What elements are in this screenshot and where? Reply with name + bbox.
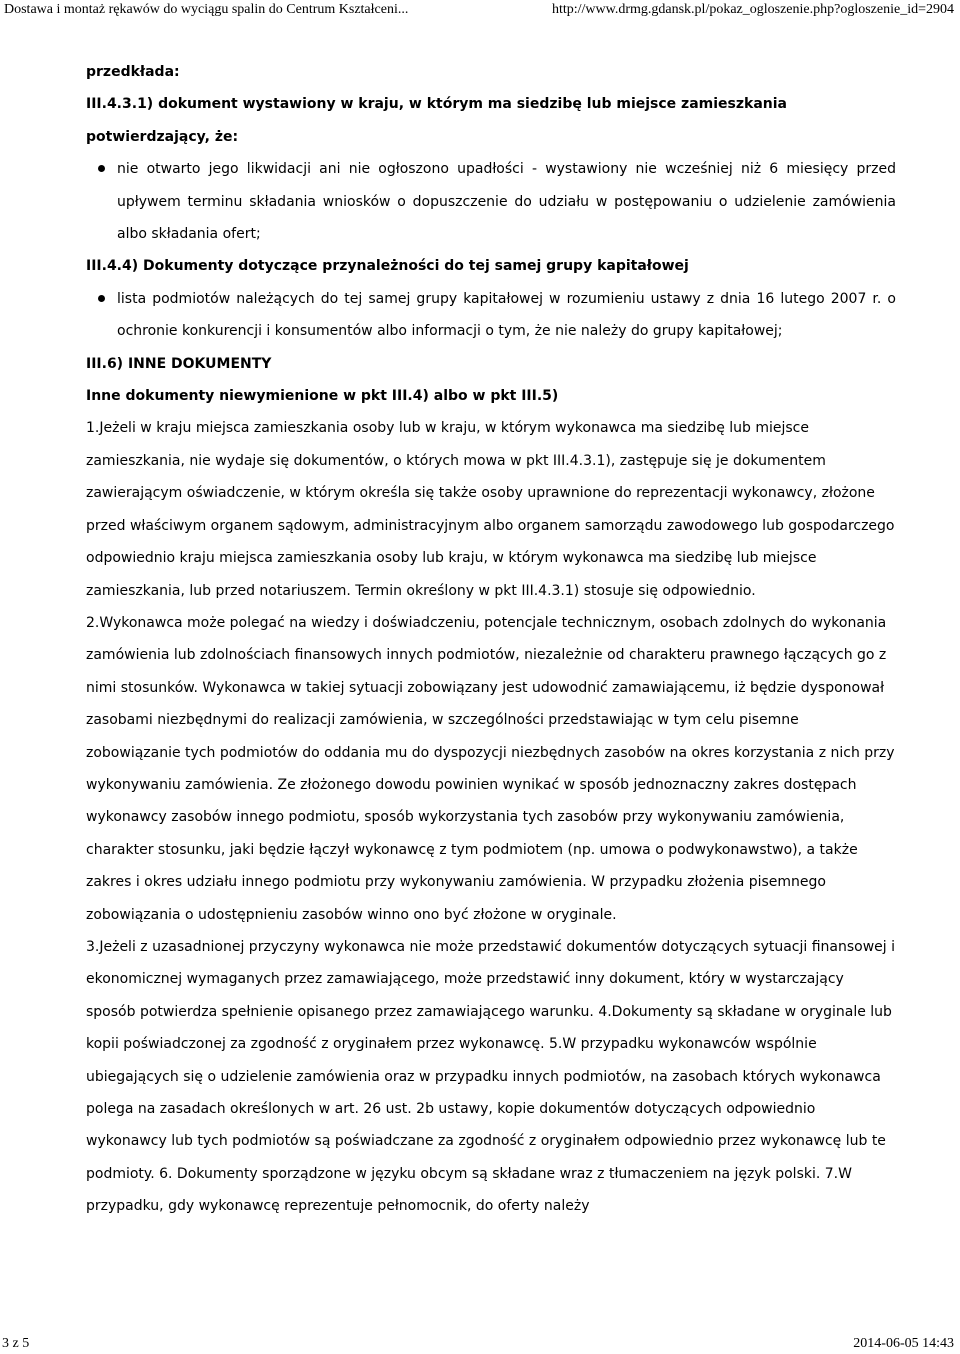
print-datetime: 2014-06-05 14:43 bbox=[853, 1336, 954, 1351]
print-header-title: Dostawa i montaż rękawów do wyciągu spalin do Centrum Kształceni... bbox=[4, 2, 409, 17]
heading-przedklada: przedkłada: bbox=[86, 64, 180, 80]
bullet-list-liquidation bbox=[86, 153, 896, 250]
list-item: nie otwarto jego likwidacji ani nie ogłoszono upadłości - wystawiony nie wcześniej niż 6 miesięcy przed upływem terminu składania wniosków o dopuszczenie do udziału w postępowaniu o udzielenie zamówienia albo składania ofert; bbox=[86, 153, 896, 250]
section-III-4-4-heading: III.4.4) Dokumenty dotyczące przynależności do tej samej grupy kapitałowej bbox=[86, 258, 689, 275]
document-body bbox=[86, 56, 896, 1223]
section-III-6-subheading: Inne dokumenty niewymienione w pkt III.4) albo w pkt III.5) bbox=[86, 388, 559, 405]
paragraph-2: 2.Wykonawca może polegać na wiedzy i doświadczeniu, potencjale technicznym, osobach zdolnych do wykonania zamówienia lub zdolnościach finansowych innych podmiotów, niezależnie od charakteru prawnego łączących go z nimi stosunków. Wykonawca w takiej sytuacji zobowiązany jest udowodnić zamawiającemu, iż będzie dysponował zasobami niezbędnymi do realizacji zamówienia, w szczególności przedstawiając w tym celu pisemne zobowiązanie tych podmiotów do oddania mu do dyspozycji niezbędnych zasobów na okres korzystania z nich przy wykonywaniu zamówienia. Ze złożonego dowodu powinien wynikać w sposób jednoznaczny zakres dostępach wykonawcy zasobów innego podmiotu, sposób wykorzystania tych zasobów przy wykonywaniu zamówienia, charakter stosunku, jaki będzie łączył wykonawcę z tym podmiotem (np. umowa o podwykonawstwo), a także zakres i okres udziału innego podmiotu przy wykonywaniu zamówienia. W przypadku złożenia pisemnego zobowiązania o udostępnieniu zasobów winno ono być złożone w oryginale. bbox=[86, 614, 895, 923]
section-III-6-heading: III.6) INNE DOKUMENTY bbox=[86, 355, 272, 372]
paragraph-1: 1.Jeżeli w kraju miejsca zamieszkania osoby lub w kraju, w którym wykonawca ma siedzibę lub miejsce zamieszkania, nie wydaje się dokumentów, o których mowa w pkt III.4.3.1), zastępuje się je dokumentem zawierającym oświadczenie, w którym określa się także osoby uprawnione do reprezentacji wykonawcy, złożone przed właściwym organem sądowym, administracyjnym albo organem samorządu zawodowego lub gospodarczego odpowiednio kraju miejsca zamieszkania osoby lub kraju, w którym wykonawca ma siedzibę lub miejsce zamieszkania, lub przed notariuszem. Termin określony w pkt III.4.3.1) stosuje się odpowiednio. bbox=[86, 420, 895, 599]
print-header bbox=[0, 0, 960, 22]
paragraph-3: 3.Jeżeli z uzasadnionej przyczyny wykonawca nie może przedstawić dokumentów dotyczących sytuacji finansowej i ekonomicznej wymaganych przez zamawiającego, może przedstawić inny dokument, który w wystarczający sposób potwierdza spełnienie opisanego przez zamawiającego warunku. 4.Dokumenty są składane w oryginale lub kopii poświadczonej za zgodność z oryginałem przez wykonawcę. 5.W przypadku wykonawców wspólnie ubiegających się o udzielenie zamówienia oraz w przypadku innych podmiotów, na zasobach których wykonawca polega na zasadach określonych w art. 26 ust. 2b ustawy, kopie dokumentów dotyczących odpowiednio wykonawcy lub tych podmiotów są poświadczane za zgodność z oryginałem odpowiednio przez wykonawcę lub te podmioty. 6. Dokumenty sporządzone w języku obcym są składane wraz z tłumaczeniem na język polski. 7.W przypadku, gdy wykonawcę reprezentuje pełnomocnik, do oferty należy bbox=[86, 938, 896, 1215]
bullet-list-capital-group bbox=[86, 283, 896, 348]
list-item: lista podmiotów należących do tej samej grupy kapitałowej w rozumieniu ustawy z dnia 16 lutego 2007 r. o ochronie konkurencji i konsumentów albo informacji o tym, że nie należy do grupy kapitałowej; bbox=[86, 283, 896, 348]
print-footer bbox=[0, 1334, 960, 1354]
section-III-4-3-1-intro: III.4.3.1) dokument wystawiony w kraju, w którym ma siedzibę lub miejsce zamieszkania potwierdzający, że: bbox=[86, 96, 787, 145]
print-header-url: http://www.drmg.gdansk.pl/pokaz_ogloszenie.php?ogloszenie_id=2904 bbox=[551, 2, 954, 17]
page-number: 3 z 5 bbox=[2, 1336, 30, 1351]
